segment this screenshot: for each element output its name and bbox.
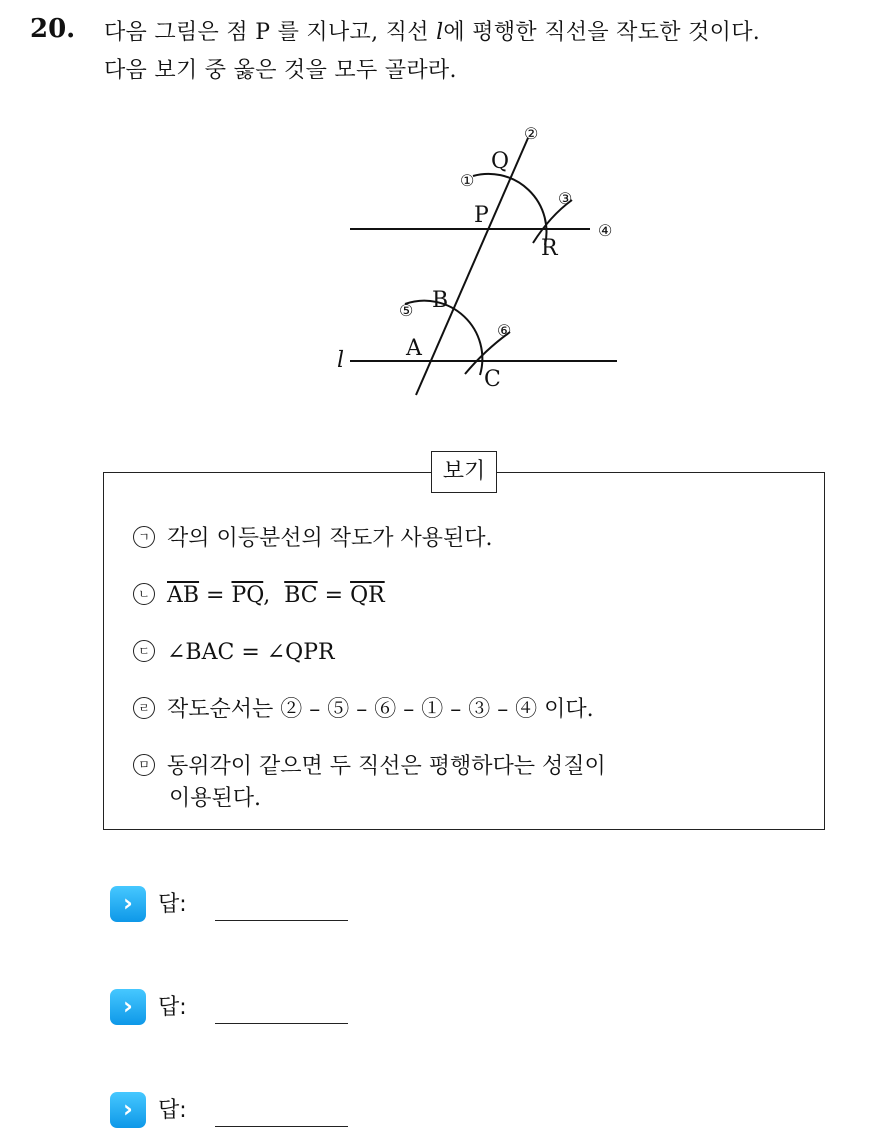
item-marker: ㄴ xyxy=(133,583,155,605)
answer-label: 답: xyxy=(158,995,187,1020)
item-marker: ㄹ xyxy=(133,697,155,719)
label-l: l xyxy=(337,348,345,373)
step-5: ⑤ xyxy=(399,301,414,320)
answer-blank[interactable] xyxy=(215,1023,348,1024)
label-b: B xyxy=(432,288,449,313)
answer-label: 답: xyxy=(158,1098,187,1123)
item-text: 작도순서는 ② – ⑤ – ⑥ – ① – ③ – ④ 이다. xyxy=(167,697,594,722)
bogi-item-2: ㄴ $\overline{AB} = \overline{PQ}$, $\overline{BC} = \overline{QR}$ xyxy=(133,580,385,612)
question-text xyxy=(104,14,874,90)
question-line-1: 다음 그림은 점 P 를 지나고, 직선 l에 평행한 직선을 작도한 것이다. xyxy=(104,20,761,45)
construction-figure xyxy=(325,110,635,405)
segment-ab: $\overline{AB}$ xyxy=(167,583,200,608)
bogi-item-1 xyxy=(133,523,493,555)
label-q: Q xyxy=(491,149,510,174)
item-text: 각의 이등분선의 작도가 사용된다. xyxy=(167,526,493,551)
item-marker: ㄷ xyxy=(133,640,155,662)
bogi-item-4 xyxy=(133,694,594,726)
step-1: ① xyxy=(460,171,475,190)
answer-row-3 xyxy=(110,1090,370,1130)
step-6: ⑥ xyxy=(497,321,512,340)
label-a: A xyxy=(406,336,422,361)
bogi-item-5 xyxy=(133,751,606,815)
answer-blank[interactable] xyxy=(215,920,348,921)
label-c: C xyxy=(484,367,501,392)
segment-bc: $\overline{BC}$ xyxy=(284,583,318,608)
item-text-continued: 이용된다. xyxy=(169,786,262,811)
label-r: R xyxy=(541,236,558,261)
label-p: P xyxy=(474,203,489,228)
segment-qr: $\overline{QR}$ xyxy=(350,583,385,608)
bogi-item-3 xyxy=(133,637,335,669)
item-text: 동위각이 같으면 두 직선은 평행하다는 성질이 xyxy=(167,754,606,779)
step-2: ② xyxy=(524,124,539,143)
question-number: 20. xyxy=(30,14,76,44)
item-marker: ㅁ xyxy=(133,754,155,776)
step-3: ③ xyxy=(558,189,573,208)
item-text: ∠BAC = ∠QPR xyxy=(167,640,335,665)
answer-row-1 xyxy=(110,884,370,924)
answer-label: 답: xyxy=(158,892,187,917)
answer-blank[interactable] xyxy=(215,1126,348,1127)
answer-row-2 xyxy=(110,987,370,1027)
step-4: ④ xyxy=(598,221,613,240)
chevron-right-icon: › xyxy=(110,886,146,922)
bogi-title: 보기 xyxy=(431,451,497,493)
chevron-right-icon: › xyxy=(110,989,146,1025)
item-marker: ㄱ xyxy=(133,526,155,548)
question-line-2: 다음 보기 중 옳은 것을 모두 골라라. xyxy=(104,58,457,83)
segment-pq: $\overline{PQ}$ xyxy=(231,583,264,608)
chevron-right-icon: › xyxy=(110,1092,146,1128)
